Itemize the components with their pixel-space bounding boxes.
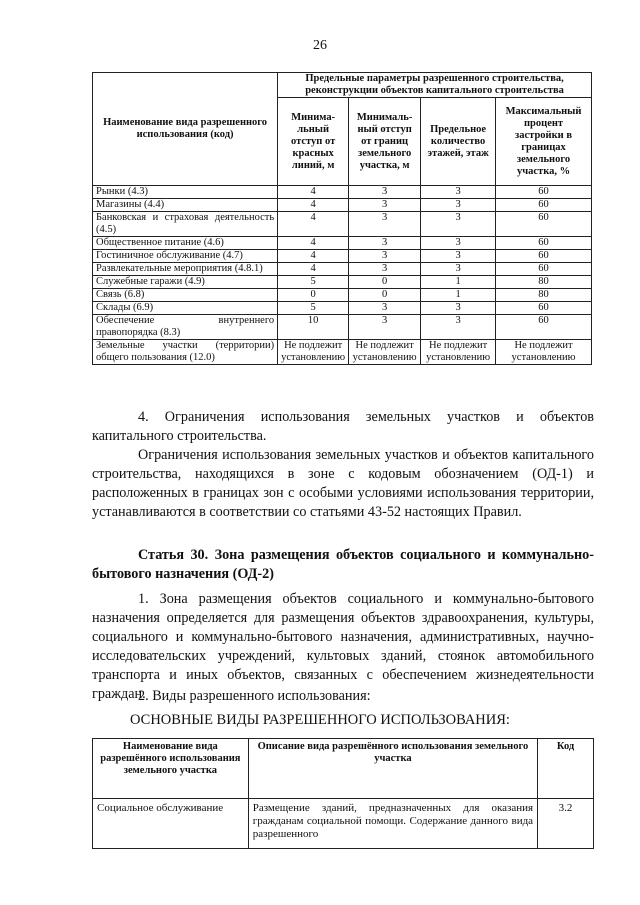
paragraph-restrictions-detail: Ограничения использования земельных участков и объектов капитального строительства, находящихся в зоне с кодовым обозначением (ОД-1) и расположенных в границах зон с особыми условиями использования территории, устанавливаются в соответствии со статьями 43-52 настоящих Правил.: [92, 447, 594, 520]
page-number: 26: [313, 38, 327, 53]
section-caps-title: ОСНОВНЫЕ ВИДЫ РАЗРЕШЕННОГО ИСПОЛЬЗОВАНИЯ:: [130, 712, 510, 728]
row-value-v3: 3: [421, 199, 496, 212]
table-row: [93, 289, 592, 302]
table-row: [93, 799, 594, 849]
row-value-v4: 80: [496, 289, 592, 302]
parameters-table: [92, 72, 592, 365]
header-use-name: Наименование вида разрешённого использования земельного участка: [93, 739, 249, 799]
use-name: Социальное обслуживание: [93, 799, 249, 849]
row-value-v2: 0: [349, 276, 421, 289]
row-value-v3: 3: [421, 237, 496, 250]
use-code: 3.2: [538, 799, 594, 849]
row-value-v2: Не подлежит установлению: [349, 340, 421, 365]
row-value-v1: 5: [278, 276, 349, 289]
row-value-v2: 3: [349, 315, 421, 340]
table-row: [93, 237, 592, 250]
row-value-v4: Не подлежит установлению: [496, 340, 592, 365]
header-min-red: Минима-льный отступ от красных линий, м: [278, 98, 349, 186]
row-value-v3: 3: [421, 212, 496, 237]
row-value-v2: 3: [349, 237, 421, 250]
row-use-name: Служебные гаражи (4.9): [93, 276, 278, 289]
row-value-v1: 10: [278, 315, 349, 340]
header-floors: Предельное количество этажей, этаж: [421, 98, 496, 186]
row-value-v1: 4: [278, 199, 349, 212]
row-use-name: Склады (6.9): [93, 302, 278, 315]
header-group: Предельные параметры разрешенного строительства, реконструкции объектов капитального строительства: [278, 73, 592, 98]
header-use-code: Код: [538, 739, 594, 799]
row-use-name: Рынки (4.3): [93, 186, 278, 199]
table-row: [93, 340, 592, 365]
header-use-description: Описание вида разрешённого использования земельного участка: [248, 739, 537, 799]
row-value-v3: 3: [421, 186, 496, 199]
table-row: [93, 212, 592, 237]
row-value-v4: 60: [496, 250, 592, 263]
row-value-v3: 1: [421, 276, 496, 289]
paragraph-zone-description: 1. Зона размещения объектов социального и коммунально-бытового назначения определяется для размещения объектов здравоохранения, культуры, социального и коммунально-бытового назначения, административных, научно-исследовательских учреждений, культовых зданий, стоянок автомобильного транспорта и иных объектов, связанных с обеспечением жизнедеятельности граждан.: [92, 591, 594, 702]
table-row: [93, 186, 592, 199]
header-percent: Максимальный процент застройки в границах земельного участка, %: [496, 98, 592, 186]
row-use-name: Обеспечение внутреннего правопорядка (8.3): [93, 315, 278, 340]
paragraph-permitted-uses: 2. Виды разрешенного использования:: [138, 688, 371, 704]
row-value-v3: 3: [421, 315, 496, 340]
row-value-v2: 0: [349, 289, 421, 302]
table-row: [93, 315, 592, 340]
article-heading: Статья 30. Зона размещения объектов социального и коммунально-бытового назначения (ОД-2): [92, 547, 594, 582]
row-use-name: Банковская и страховая деятельность (4.5): [93, 212, 278, 237]
row-value-v2: 3: [349, 263, 421, 276]
table-row: [93, 263, 592, 276]
row-value-v3: Не подлежит установлению: [421, 340, 496, 365]
row-value-v1: 4: [278, 250, 349, 263]
row-value-v4: 60: [496, 186, 592, 199]
row-value-v1: 5: [278, 302, 349, 315]
row-value-v3: 1: [421, 289, 496, 302]
row-value-v2: 3: [349, 199, 421, 212]
row-value-v4: 80: [496, 276, 592, 289]
row-value-v4: 60: [496, 315, 592, 340]
row-use-name: Связь (6.8): [93, 289, 278, 302]
row-value-v1: 4: [278, 263, 349, 276]
row-value-v1: 4: [278, 237, 349, 250]
row-value-v3: 3: [421, 263, 496, 276]
row-value-v1: Не подлежит установлению: [278, 340, 349, 365]
row-value-v4: 60: [496, 263, 592, 276]
parameters-table-body: [93, 186, 592, 365]
row-use-name: Развлекательные мероприятия (4.8.1): [93, 263, 278, 276]
paragraph-restrictions: 4. Ограничения использования земельных участков и объектов капитального строительства.: [92, 409, 594, 444]
row-value-v3: 3: [421, 302, 496, 315]
row-value-v2: 3: [349, 250, 421, 263]
row-value-v4: 60: [496, 237, 592, 250]
row-value-v4: 60: [496, 199, 592, 212]
table-row: [93, 302, 592, 315]
table-row: [93, 276, 592, 289]
row-value-v3: 3: [421, 250, 496, 263]
row-value-v1: 4: [278, 186, 349, 199]
row-value-v4: 60: [496, 302, 592, 315]
permitted-uses-table: [92, 738, 594, 849]
row-use-name: Земельные участки (территории) общего пользования (12.0): [93, 340, 278, 365]
row-value-v2: 3: [349, 212, 421, 237]
table-row: [93, 250, 592, 263]
header-min-border: Минималь-ный отступ от границ земельного участка, м: [349, 98, 421, 186]
row-value-v4: 60: [496, 212, 592, 237]
row-value-v2: 3: [349, 186, 421, 199]
use-description: Размещение зданий, предназначенных для оказания гражданам социальной помощи. Содержание данного вида разрешенного: [248, 799, 537, 849]
row-use-name: Общественное питание (4.6): [93, 237, 278, 250]
row-value-v1: 4: [278, 212, 349, 237]
row-value-v2: 3: [349, 302, 421, 315]
row-value-v1: 0: [278, 289, 349, 302]
row-use-name: Гостиничное обслуживание (4.7): [93, 250, 278, 263]
header-name: Наименование вида разрешенного использования (код): [93, 73, 278, 186]
row-use-name: Магазины (4.4): [93, 199, 278, 212]
table-row: [93, 199, 592, 212]
